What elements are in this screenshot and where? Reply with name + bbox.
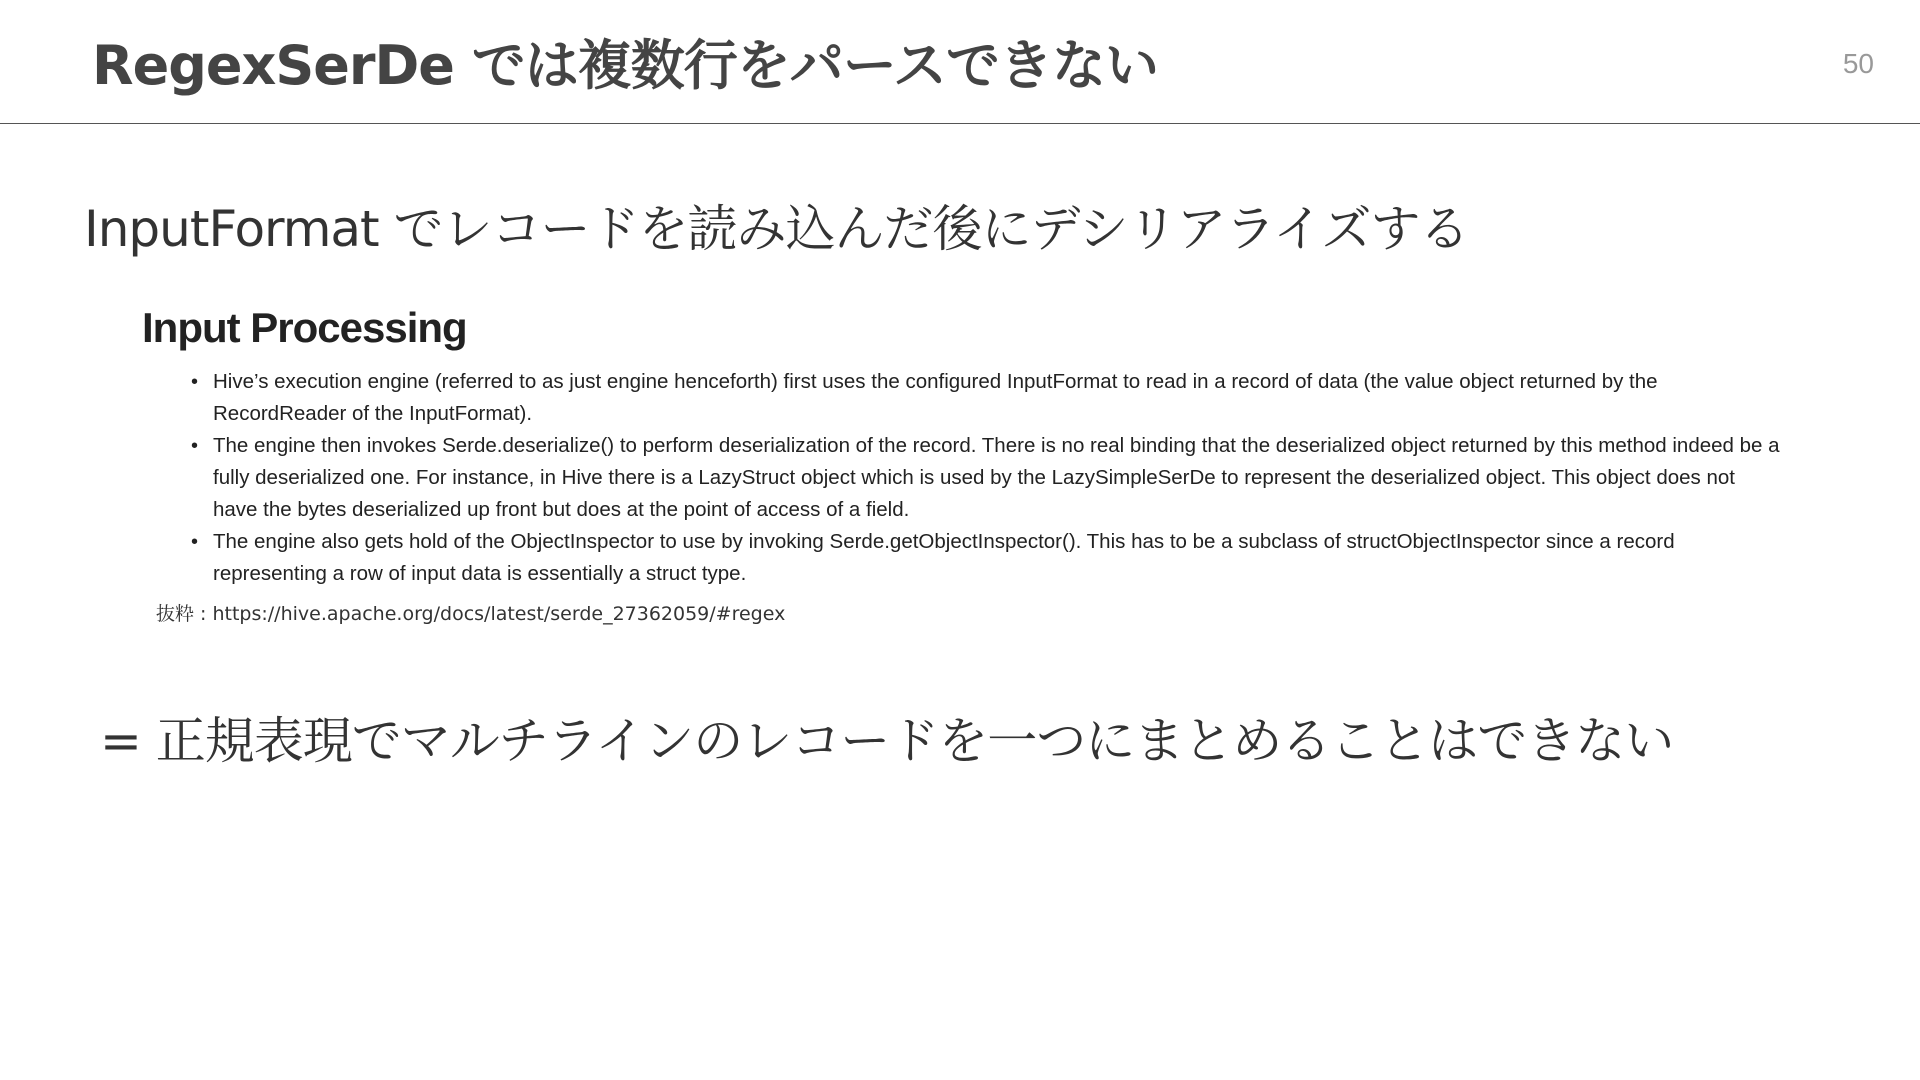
quoted-excerpt [142, 300, 1782, 590]
conclusion-text: = 正規表現でマルチラインのレコードを一つにまとめることはできない [100, 712, 1674, 770]
source-citation: 抜粋 : https://hive.apache.org/docs/latest/serde_27362059/#regex [156, 603, 786, 625]
bullet-icon: • [191, 435, 199, 457]
bullet-icon: • [191, 371, 199, 393]
list-item-text: Hive’s execution engine (referred to as just engine henceforth) first uses the configured InputFormat to read in a record of data (the value object returned by the RecordReader of the InputFormat). [213, 370, 1658, 425]
bullet-icon: • [191, 531, 199, 553]
list-item-text: The engine then invokes Serde.deserialize() to perform deserialization of the record. There is no real binding that the deserialized object returned by this method indeed be a fully deserialized one. For instance, in Hive there is a LazyStruct object which is used by the LazySimpleSerDe to represent the deserialized object. This object does not have the bytes deserialized up front but does at the point of access of a field. [213, 434, 1780, 521]
page-number: 50 [1842, 48, 1874, 79]
list-item-text: The engine also gets hold of the ObjectInspector to use by invoking Serde.getObjectInspector(). This has to be a subclass of structObjectInspector since a record representing a row of input data is essentially a struct type. [213, 530, 1675, 585]
excerpt-heading: Input Processing [142, 304, 467, 351]
list-item [191, 366, 1782, 430]
slide-header [0, 0, 1920, 124]
excerpt-bullet-list [142, 366, 1782, 590]
slide-title: RegexSerDe では複数行をパースできない [92, 34, 1159, 97]
list-item [191, 430, 1782, 526]
list-item [191, 526, 1782, 590]
lead-text: InputFormat でレコードを読み込んだ後にデシリアライズする [84, 200, 1469, 258]
